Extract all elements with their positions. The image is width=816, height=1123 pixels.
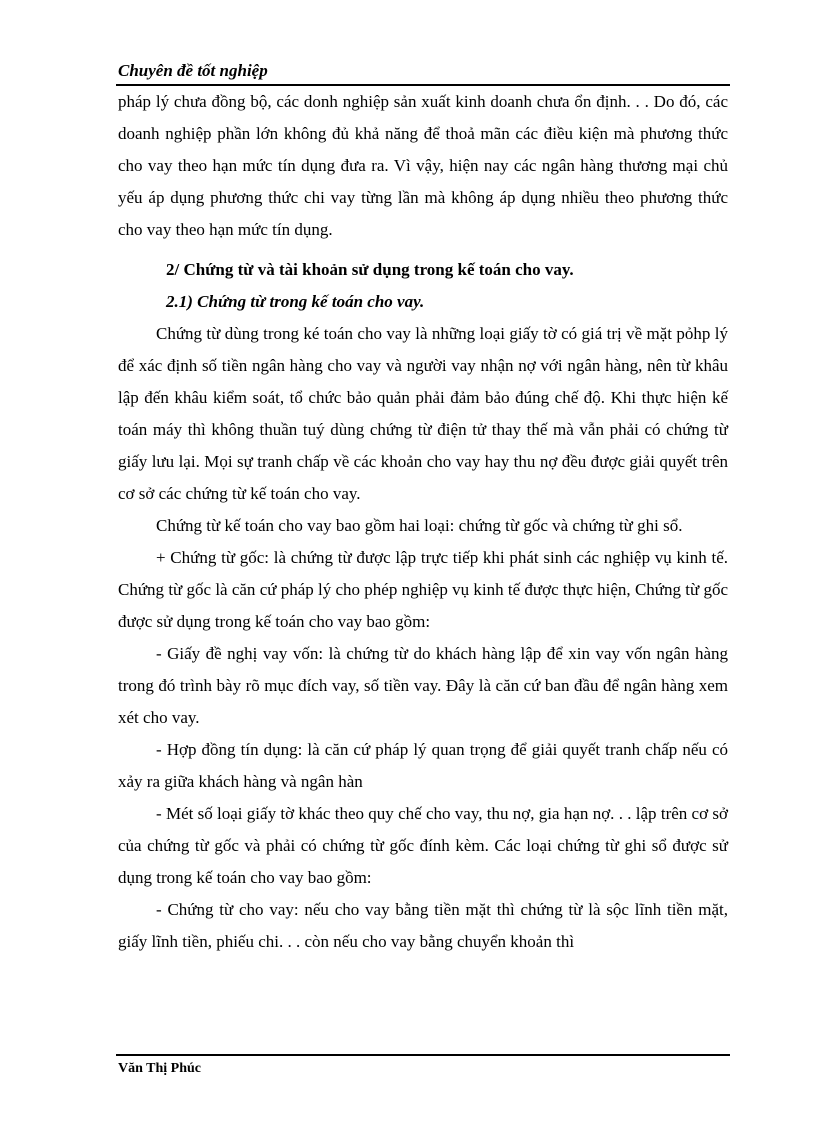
- subsection-heading: 2.1) Chứng từ trong kế toán cho vay.: [166, 292, 425, 311]
- page-header-title: Chuyên đề tốt nghiệp: [118, 61, 268, 80]
- paragraph-4: + Chứng từ gốc: là chứng từ được lập trực tiếp khi phát sinh các nghiệp vụ kinh tế. Chứng từ gốc là căn cứ pháp lý cho phép nghiệp vụ kinh tế được thực hiện, Chứng từ gốc được sử dụng trong kế toán cho vay bao gồm:: [118, 548, 728, 631]
- paragraph-2: Chứng từ dùng trong ké toán cho vay là những loại giấy tờ có giá trị về mặt pỏhp lý để xác định số tiền ngân hàng cho vay và người vay nhận nợ với ngân hàng, nên từ khâu lập đến khâu kiểm soát, tổ chức bảo quản phải đảm bảo đúng chế độ. Khi thực hiện kế toán máy thì không thuần tuý dùng chứng từ điện tử thay thế mà vẫn phải có chứng từ giấy lưu lại. Mọi sự tranh chấp về các khoản cho vay hay thu nợ đều được giải quyết trên cơ sở các chứng từ kế toán cho vay.: [118, 324, 728, 503]
- page-footer-author: Văn Thị Phúc: [118, 1061, 201, 1076]
- paragraph-3: Chứng từ kế toán cho vay bao gồm hai loại: chứng từ gốc và chứng từ ghi sổ.: [156, 516, 683, 535]
- paragraph-8: - Chứng từ cho vay: nếu cho vay bằng tiền mặt thì chứng từ là sộc lĩnh tiền mặt, giấy lĩnh tiền, phiếu chi. . . còn nếu cho vay bằng chuyển khoản thì: [118, 900, 728, 951]
- paragraph-6: - Hợp đồng tín dụng: là căn cứ pháp lý quan trọng để giải quyết tranh chấp nếu có xảy ra giữa khách hàng và ngân hàn: [118, 740, 728, 791]
- document-body: [118, 86, 728, 958]
- footer-divider: [116, 1054, 730, 1056]
- section-heading: 2/ Chứng từ và tài khoản sử dụng trong kế toán cho vay.: [166, 260, 574, 279]
- paragraph-1: pháp lý chưa đồng bộ, các donh nghiệp sản xuất kinh doanh chưa ổn định. . . Do đó, các doanh nghiệp phần lớn không đủ khả năng để thoả mãn các điều kiện mà phương thức cho vay theo hạn mức tín dụng đưa ra. Vì vậy, hiện nay các ngân hàng thương mại chủ yếu áp dụng phương thức chi vay từng lần mà không áp dụng nhiều theo phương thức cho vay theo hạn mức tín dụng.: [118, 92, 728, 239]
- paragraph-5: - Giấy đề nghị vay vốn: là chứng từ do khách hàng lập để xin vay vốn ngân hàng trong đó trình bày rõ mục đích vay, số tiền vay. Đây là căn cứ ban đầu để ngân hàng xem xét cho vay.: [118, 644, 728, 727]
- paragraph-7: - Mét số loại giấy tờ khác theo quy chế cho vay, thu nợ, gia hạn nợ. . . lập trên cơ sở của chứng từ gốc và phải có chứng từ gốc đính kèm. Các loại chứng từ ghi sổ được sử dụng trong kế toán cho vay bao gồm:: [118, 804, 728, 887]
